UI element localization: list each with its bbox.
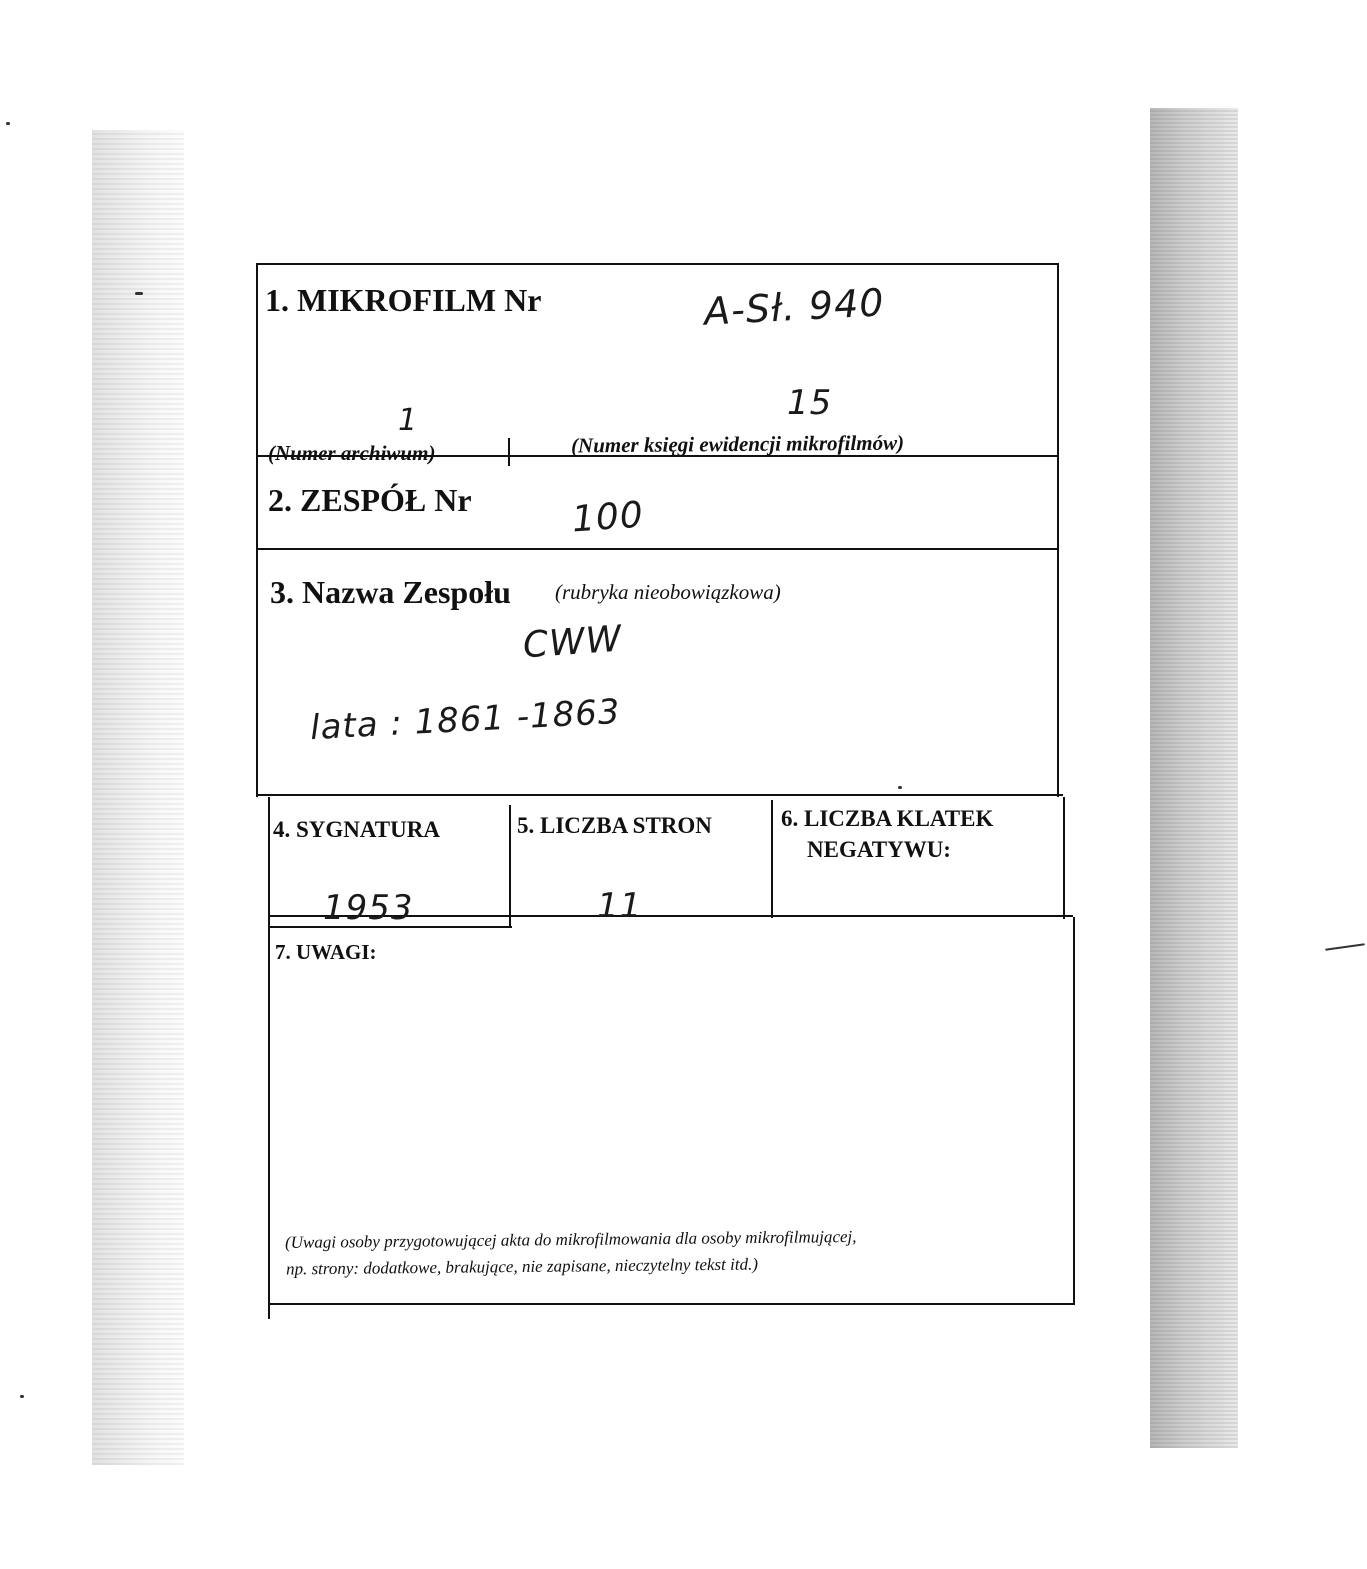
divider-2 [256,548,1059,550]
register-number-caption: (Numer księgi ewidencji mikrofilmów) [570,430,905,458]
scan-speck [1325,943,1365,951]
form-border-top [256,263,1059,265]
column-divider-1 [509,805,511,926]
footer-note-line1: (Uwagi osoby przygotowującej akta do mikrofilmowania dla osoby mikrofilmującej, [284,1227,857,1252]
scan-speck [898,786,902,789]
caption-separator [508,438,510,466]
form-border-left-lower [268,797,270,1319]
scan-edge-right [1150,108,1238,1448]
field-2-value: 100 [570,494,646,541]
footer-note-line2: np. strony: dodatkowe, brakujące, nie zapisane, nieczytelny tekst itd.) [285,1254,759,1279]
field-3-value-line1: CWW [521,618,624,667]
field-6-label-line1: 6. LICZBA KLATEK [781,806,994,831]
register-number-value: 15 [787,383,833,423]
scan-speck [6,122,10,125]
field-1-label: 1. MIKROFILM Nr [265,282,542,318]
field-4-value: 1953 [323,888,414,928]
divider-3 [258,794,1063,796]
archive-number-value: 1 [398,403,419,438]
form-border-right-upper [1057,263,1059,797]
form-border-right-mid [1063,797,1065,919]
scan-speck [20,1395,24,1398]
field-2-label: 2. ZESPÓŁ Nr [268,482,472,518]
field-4-label: 4. SYGNATURA [273,817,440,842]
scan-edge-left [92,130,184,1465]
field-3-value-line2: lata : 1861 -1863 [309,691,622,749]
field-5-label: 5. LICZBA STRON [517,813,712,838]
field-3-note: (rubryka nieobowiązkowa) [555,580,781,604]
form-border-right-lower [1073,917,1075,1305]
field-7-label: 7. UWAGI: [275,940,377,964]
field-6-label-line2: NEGATYWU: [807,837,951,862]
field-5-value: 11 [597,886,643,926]
form-border-bottom [270,1303,1075,1305]
form-border-left-upper [256,263,258,797]
field-3-label: 3. Nazwa Zespołu [270,574,511,610]
scan-speck [135,292,143,295]
column-divider-2 [771,800,773,918]
archive-number-caption: (Numer archiwum) [268,441,436,465]
field-1-value: A-Sł. 940 [702,280,886,334]
